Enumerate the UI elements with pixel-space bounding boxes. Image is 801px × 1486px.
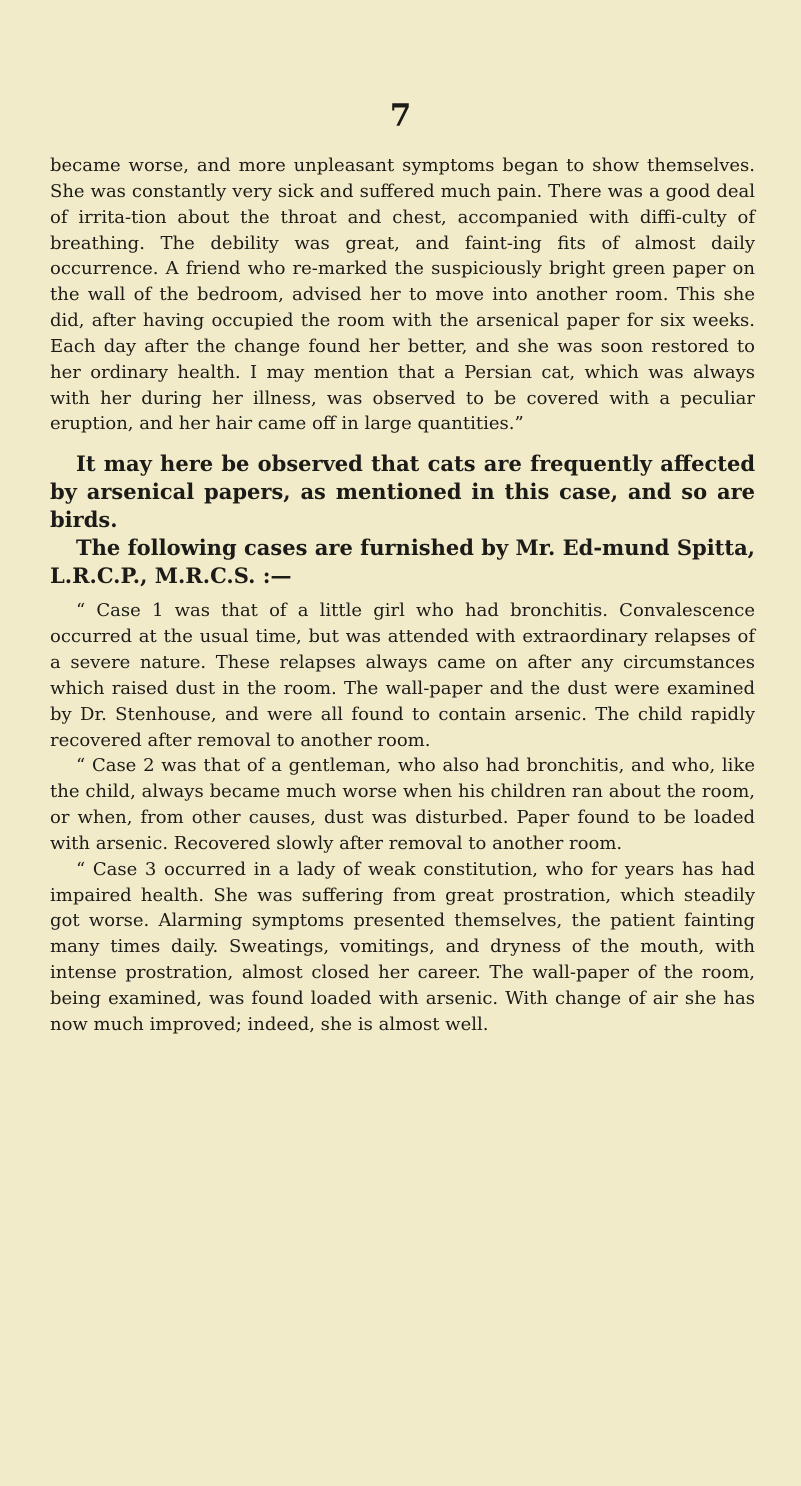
- paragraph-case-2: “ Case 2 was that of a gentleman, who also had bronchitis, and who, like the child, always became much worse when his children ran about the room, or when, from other causes, dust was disturbed. Paper found to be loaded with arsenic. Recovered slowly after removal to another room.: [50, 755, 755, 854]
- paragraph-cats-observation: It may here be observed that cats are frequently affected by arsenical papers, as mentioned in this case, and so are birds.: [50, 451, 755, 533]
- paragraph-case-1: “ Case 1 was that of a little girl who had bronchitis. Convalescence occurred at the usual time, but was attended with extraordinary relapses of a severe nature. These relapses always came on after any circumstances which raised dust in the room. The wall-paper and the dust were examined by Dr. Stenhouse, and were all found to contain arsenic. The child rapidly recovered after removal to another room.: [50, 600, 755, 751]
- paragraph-case-3: “ Case 3 occurred in a lady of weak constitution, who for years has had impaired health. She was suffering from great prostration, which steadily got worse. Alarming symptoms presented themselves, the patient fainting many times daily. Sweatings, vomitings, and dryness of the mouth, with intense prostration, almost closed her career. The wall-paper of the room, being examined, was found loaded with arsenic. With change of air she has now much improved; indeed, she is almost well.: [50, 858, 755, 1035]
- paragraph-cases-intro: The following cases are furnished by Mr. Ed-mund Spitta, L.R.C.P., M.R.C.S. :—: [50, 535, 755, 589]
- body-text: [50, 153, 755, 1038]
- page-number: 7: [389, 98, 412, 134]
- paragraph-continued-case: became worse, and more unpleasant symptoms began to show themselves. She was constantly very sick and suffered much pain. There was a good deal of irrita-tion about the throat and chest, accompanied with diffi-culty of breathing. The debility was great, and faint-ing fits of almost daily occurrence. A friend who re-marked the suspiciously bright green paper on the wall of the bedroom, advised her to move into another room. This she did, after having occupied the room with the arsenical paper for six weeks. Each day after the change found her better, and she was soon restored to her ordinary health. I may mention that a Persian cat, which was always with her during her illness, was observed to be covered with a peculiar eruption, and her hair came off in large quantities.”: [50, 155, 755, 435]
